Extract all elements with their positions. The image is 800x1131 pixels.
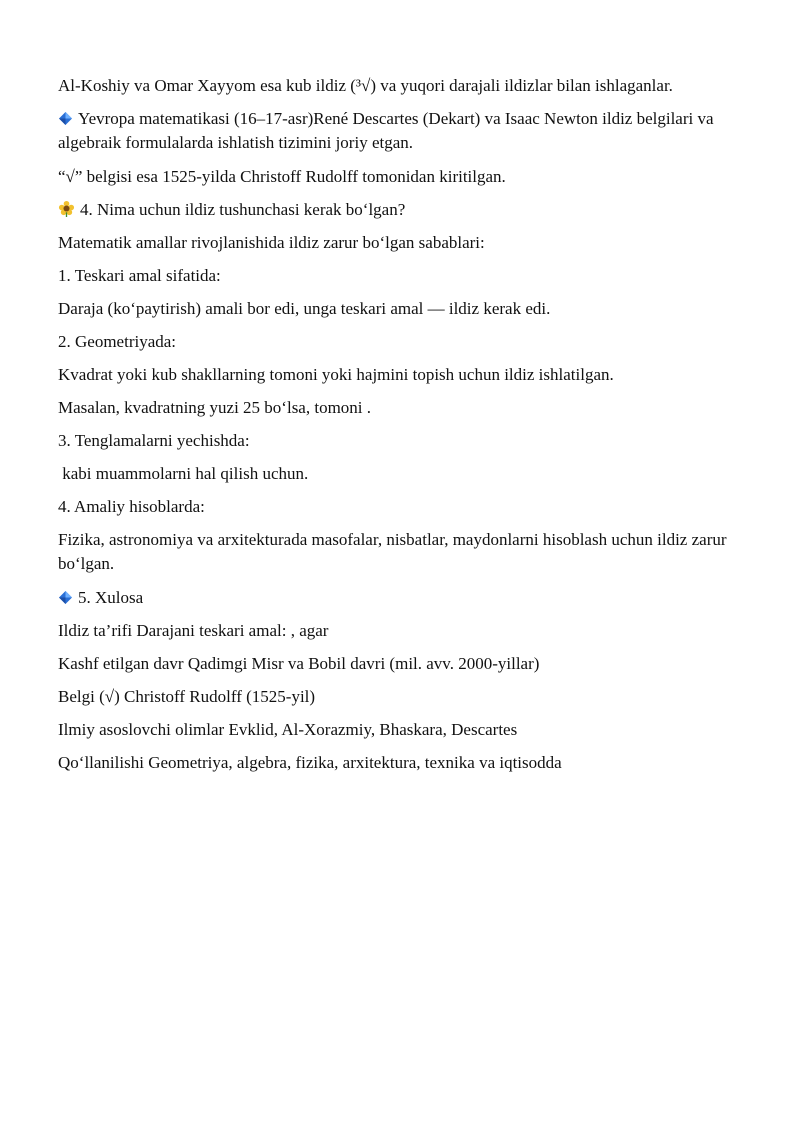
paragraph-10: Masalan, kvadratning yuzi 25 bo‘lsa, tomoni . bbox=[58, 398, 372, 417]
section-heading-4: 4. Nima uchun ildiz tushunchasi kerak bo‘lgan? bbox=[58, 198, 748, 222]
list-item-4: 4. Amaliy hisoblarda: bbox=[58, 497, 205, 516]
section-heading-5: 5. Xulosa bbox=[58, 586, 748, 610]
paragraph-2: Yevropa matematikasi (16–17-asr)René Descartes (Dekart) va Isaac Newton ildiz belgilari va algebraik formulalarda ishlatish tizimini joriy etgan. bbox=[58, 109, 714, 152]
document-page bbox=[58, 74, 748, 784]
list-item-2: 2. Geometriyada: bbox=[58, 332, 177, 351]
summary-row-2: Kashf etilgan davr Qadimgi Misr va Bobil davri (mil. avv. 2000-yillar) bbox=[58, 654, 540, 673]
summary-row-4: Ilmiy asoslovchi olimlar Evklid, Al-Xorazmiy, Bhaskara, Descartes bbox=[58, 720, 518, 739]
summary-row-1: Ildiz ta’rifi Darajani teskari amal: , agar bbox=[58, 621, 329, 640]
paragraph-9: Kvadrat yoki kub shakllarning tomoni yoki hajmini topish uchun ildiz ishlatilgan. bbox=[58, 365, 614, 384]
blue-diamond-icon bbox=[59, 112, 72, 125]
paragraph-5: Matematik amallar rivojlanishida ildiz zarur bo‘lgan sabablari: bbox=[58, 233, 485, 252]
paragraph-3: “√” belgisi esa 1525-yilda Christoff Rudolff tomonidan kiritilgan. bbox=[58, 167, 506, 186]
paragraph-12: kabi muammolarni hal qilish uchun. bbox=[58, 464, 309, 483]
summary-row-5: Qo‘llanilishi Geometriya, algebra, fizika, arxitektura, texnika va iqtisodda bbox=[58, 753, 562, 772]
paragraph-1: Al-Koshiy va Omar Xayyom esa kub ildiz (³√) va yuqori darajali ildizlar bilan ishlaganlar. bbox=[58, 76, 673, 95]
blue-diamond-icon bbox=[59, 591, 72, 604]
list-item-3: 3. Tenglamalarni yechishda: bbox=[58, 431, 250, 450]
summary-row-3: Belgi (√) Christoff Rudolff (1525-yil) bbox=[58, 687, 316, 706]
list-item-1: 1. Teskari amal sifatida: bbox=[58, 266, 221, 285]
paragraph-7: Daraja (ko‘paytirish) amali bor edi, unga teskari amal — ildiz kerak edi. bbox=[58, 299, 551, 318]
sunflower-icon bbox=[58, 200, 75, 217]
paragraph-14: Fizika, astronomiya va arxitekturada masofalar, nisbatlar, maydonlarni hisoblash uchun ildiz zarur bo‘lgan. bbox=[58, 530, 727, 573]
